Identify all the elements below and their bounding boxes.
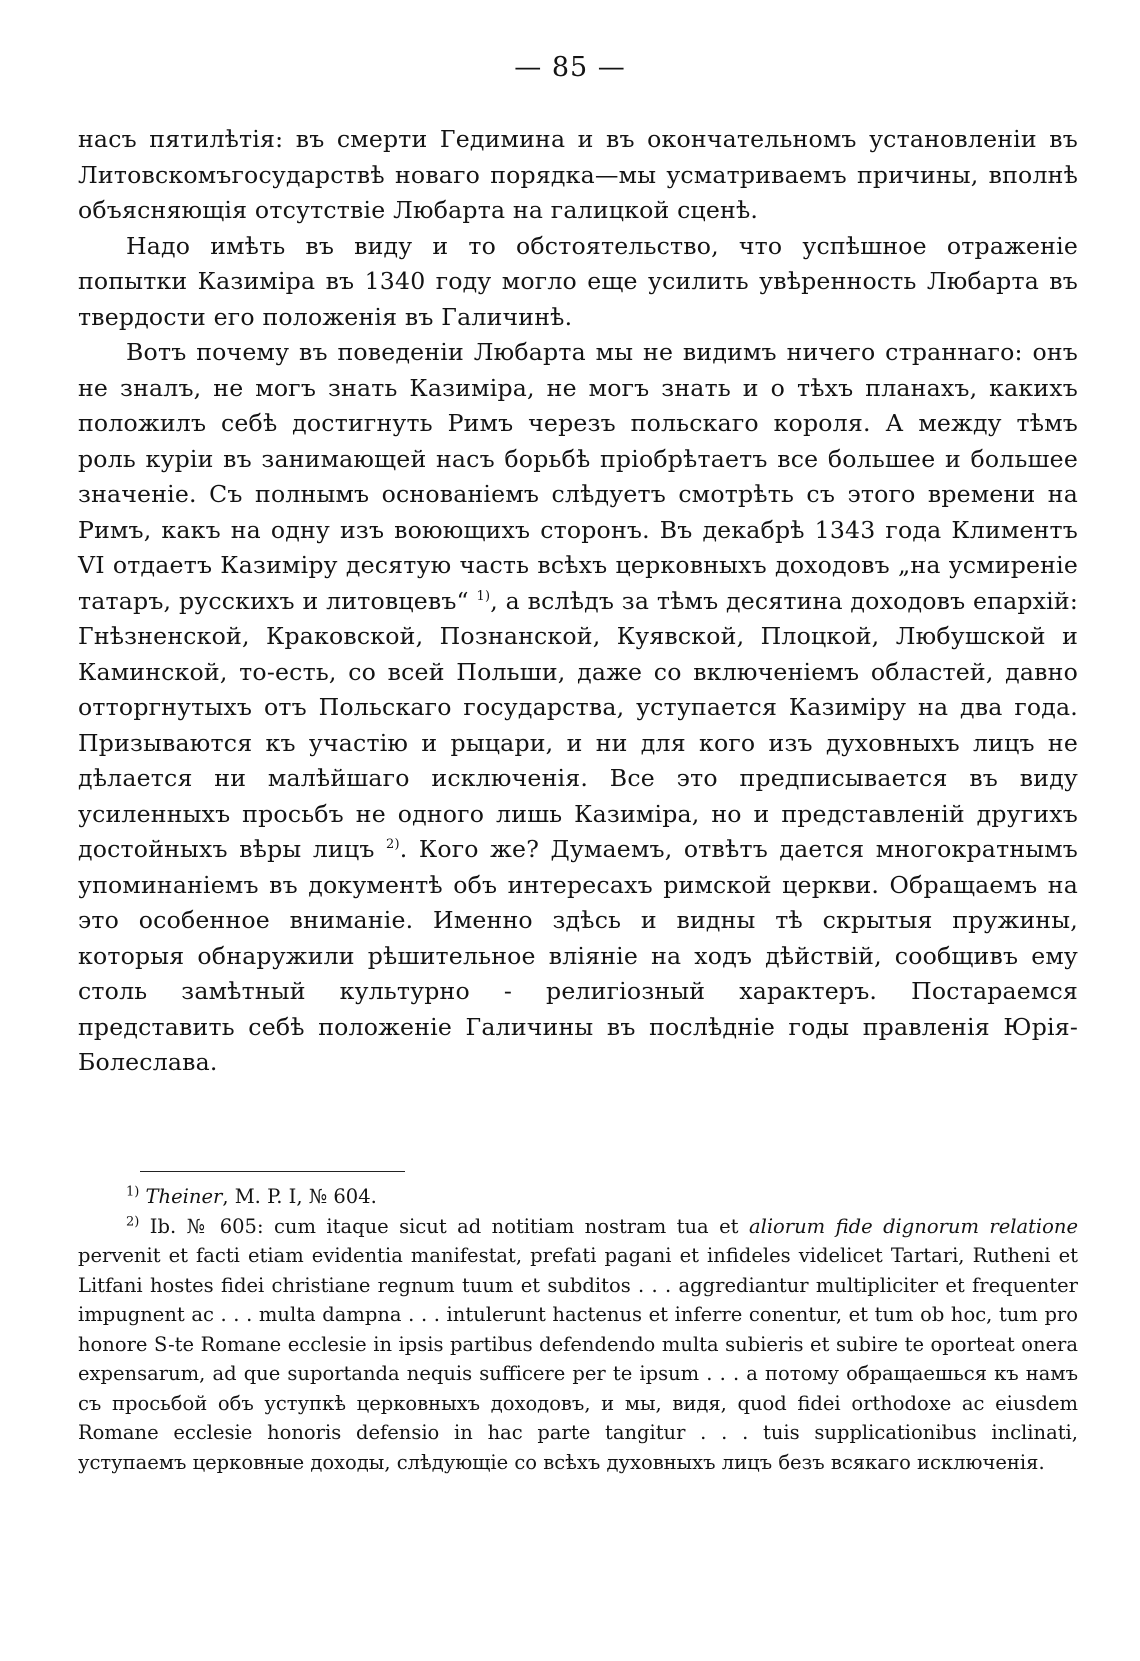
footnote-ref: 2) [385, 837, 400, 853]
footnote [78, 1212, 1078, 1478]
paragraph: Надо имѣть въ виду и то обстоятельство, что успѣшное отраженіе попытки Казиміра въ 1340 году могло еще усилить увѣренность Любарта въ твердости его положенія въ Галичинѣ. [78, 231, 1078, 331]
footnote-mark: 1) [126, 1184, 140, 1200]
main-text [78, 122, 1078, 1081]
footnote-ref: 1) [476, 588, 491, 604]
paragraph: насъ пятилѣтія: въ смерти Гедимина и въ окончательномъ установленіи въ Литовскомъгосударствѣ новаго порядка—мы усматриваемъ причины, вполнѣ объясняющія отсутствіе Любарта на галицкой сценѣ. [78, 125, 1078, 224]
paragraph-text: . Кого же? Думаемъ, отвѣтъ дается многократнымъ упоминаніемъ въ документѣ объ интересахъ римской церкви. Обращаемъ на это особенное вниманіе. Именно здѣсь и видны тѣ скрытыя пружины, которыя обнаружили рѣшительное вліяніе на ходъ дѣйствій, сообщивъ ему столь замѣтный культурно - религіозный характеръ. Постараемся представить себѣ положеніе Галичины въ послѣдніе годы правленія Юрія-Болеслава. [78, 835, 1078, 1076]
footnote-italic: aliorum fide dignorum relatione [748, 1214, 1079, 1238]
footnote [78, 1182, 1078, 1212]
footnote-text: pervenit et facti etiam evidentia manifestat, prefati pagani et infideles videlicet Tartari, Rutheni et Litfani hostes fidei christiane regnum tuum et subditos . . . aggrediantur multipliciter et frequenter impugnent ac . . . multa dampna . . . intulerunt hactenus et inferre conentur, et tum ob hoc, tum pro honore S-te Romane ecclesie in ipsis partibus defendendo multa subieris et subire te oporteat onera expensarum, ad que suportanda nequis sufficere per te ipsum . . . а потому обращаешься къ намъ съ просьбой объ уступкѣ церковныхъ доходовъ, и мы, видя, quod fidei orthodoxe ac eiusdem Romane ecclesie honoris defensio in hac parte tangitur . . . tuis supplicationibus inclinati, уступаемъ церковные доходы, слѣдующіе со всѣхъ духовныхъ лицъ безъ всякаго исключенія. [78, 1244, 1078, 1474]
paragraph-text: , а вслѣдъ за тѣмъ десятина доходовъ епархій: Гнѣзненской, Краковской, Познанской, Куявской, Плоцкой, Любушской и Каминской, то-есть, со всей Польши, даже со включеніемъ областей, давно отторгнутыхъ отъ Польскаго государства, уступается Казиміру на два года. Призываются къ участію и рыцари, и ни для кого изъ духовныхъ лицъ не дѣлается ни малѣйшаго исключенія. Все это предписывается въ виду усиленныхъ просьбъ не одного лишь Казиміра, но и представленій другихъ достойныхъ вѣры лицъ [78, 586, 1078, 863]
footnote-mark: 2) [126, 1214, 140, 1229]
paragraph [78, 335, 1078, 1081]
footnotes [78, 1182, 1078, 1477]
footnote-author: Theiner [145, 1185, 223, 1208]
footnote-divider [140, 1171, 405, 1172]
paragraph-text: Вотъ почему въ поведеніи Любарта мы не видимъ ничего страннаго: онъ не зналъ, не могъ знать Казиміра, не могъ знать и о тѣхъ планахъ, какихъ положилъ себѣ достигнуть Римъ черезъ польскаго короля. А между тѣмъ роль куріи въ занимающей насъ борьбѣ пріобрѣтаетъ все большее и большее значеніе. Съ полнымъ основаніемъ слѣдуетъ смотрѣть съ этого времени на Римъ, какъ на одну изъ воюющихъ сторонъ. Въ декабрѣ 1343 года Климентъ VI отдаетъ Казиміру десятую часть всѣхъ церковныхъ доходовъ „на усмиреніе татаръ, русскихъ и литовцевъ“ [78, 338, 1078, 615]
page-number: — 85 — [514, 52, 626, 83]
footnote-text: Ib. № 605: cum itaque sicut ad notitiam nostram tua et [149, 1214, 739, 1238]
footnote-text: , M. P. I, № 604. [222, 1185, 377, 1208]
